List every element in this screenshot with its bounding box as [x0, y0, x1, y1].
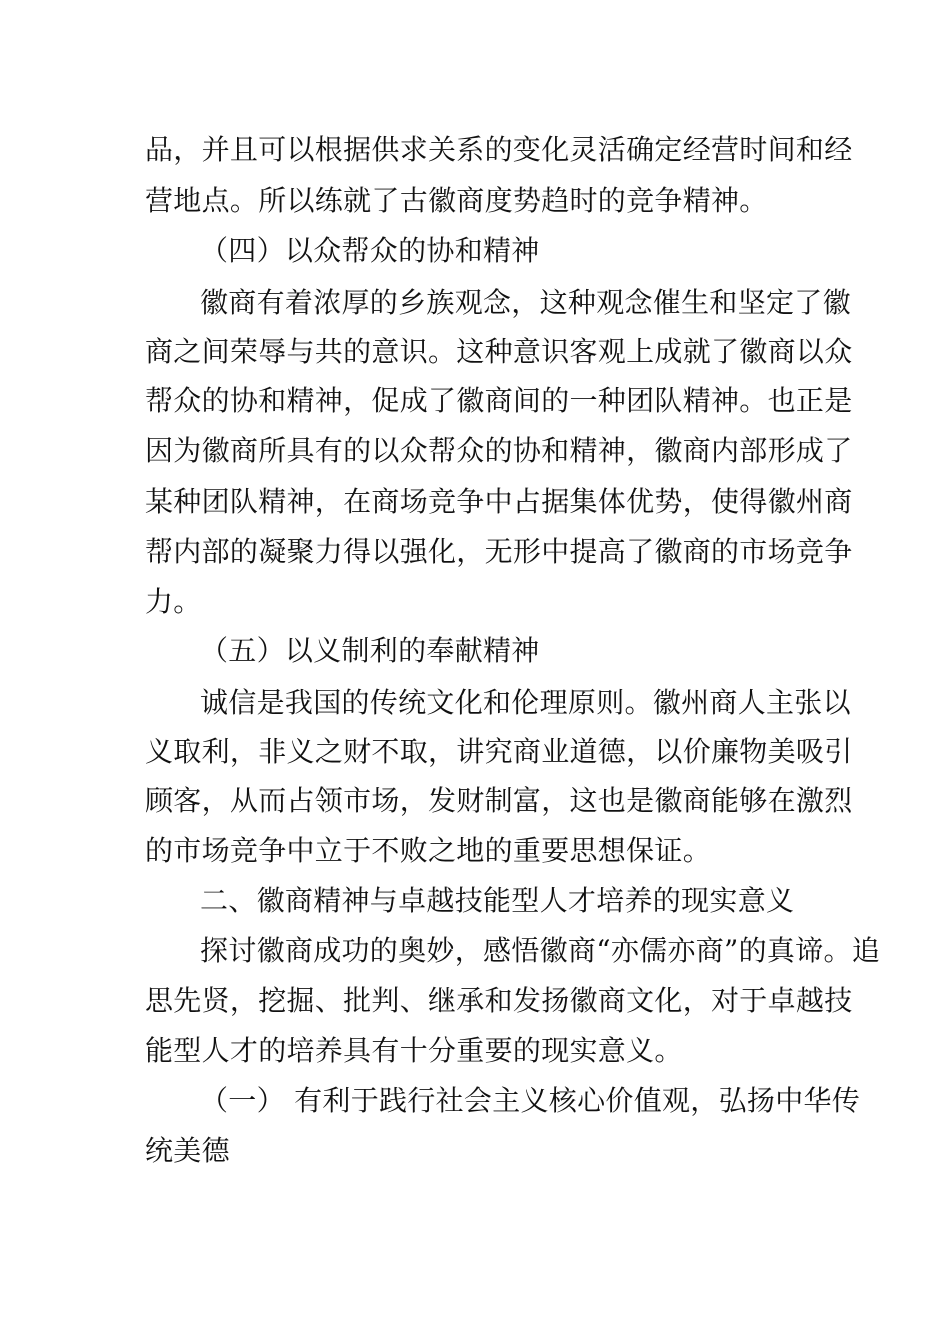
paragraph-line: 因为徽商所具有的以众帮众的协和精神，徽商内部形成了 — [145, 434, 853, 467]
chapter-heading-2: 二、徽商精神与卓越技能型人才培养的现实意义 — [200, 884, 795, 917]
subsection-heading-1: （一） 有利于践行社会主义核心价值观，弘扬中华传 — [200, 1084, 861, 1117]
paragraph-line: 帮众的协和精神，促成了徽商间的一种团队精神。也正是 — [145, 384, 853, 417]
paragraph-line: 营地点。所以练就了古徽商度势趋时的竞争精神。 — [145, 184, 768, 217]
paragraph-line: 某种团队精神，在商场竞争中占据集体优势，使得徽州商 — [145, 485, 853, 518]
subsection-heading-1-continued: 统美德 — [145, 1134, 230, 1167]
paragraph-line: 探讨徽商成功的奥妙，感悟徽商“亦儒亦商”的真谛。追 — [200, 934, 881, 967]
paragraph-line: 思先贤，挖掘、批判、继承和发扬徽商文化，对于卓越技 — [145, 984, 853, 1017]
paragraph-line: 品，并且可以根据供求关系的变化灵活确定经营时间和经 — [145, 133, 853, 166]
paragraph-line: 义取利，非义之财不取，讲究商业道德，以价廉物美吸引 — [145, 735, 853, 768]
section-heading-4: （四）以众帮众的协和精神 — [200, 234, 540, 267]
paragraph-line: 帮内部的凝聚力得以强化，无形中提高了徽商的市场竞争 — [145, 535, 853, 568]
paragraph-line: 商之间荣辱与共的意识。这种意识客观上成就了徽商以众 — [145, 335, 853, 368]
paragraph-line: 顾客，从而占领市场，发财制富，这也是徽商能够在激烈 — [145, 784, 853, 817]
paragraph-line: 诚信是我国的传统文化和伦理原则。徽州商人主张以 — [200, 686, 851, 719]
paragraph-line: 徽商有着浓厚的乡族观念，这种观念催生和坚定了徽 — [200, 286, 851, 319]
section-heading-5: （五）以义制利的奉献精神 — [200, 634, 540, 667]
paragraph-line: 能型人才的培养具有十分重要的现实意义。 — [145, 1034, 683, 1067]
paragraph-line: 的市场竞争中立于不败之地的重要思想保证。 — [145, 834, 712, 867]
paragraph-line: 力。 — [145, 585, 202, 618]
